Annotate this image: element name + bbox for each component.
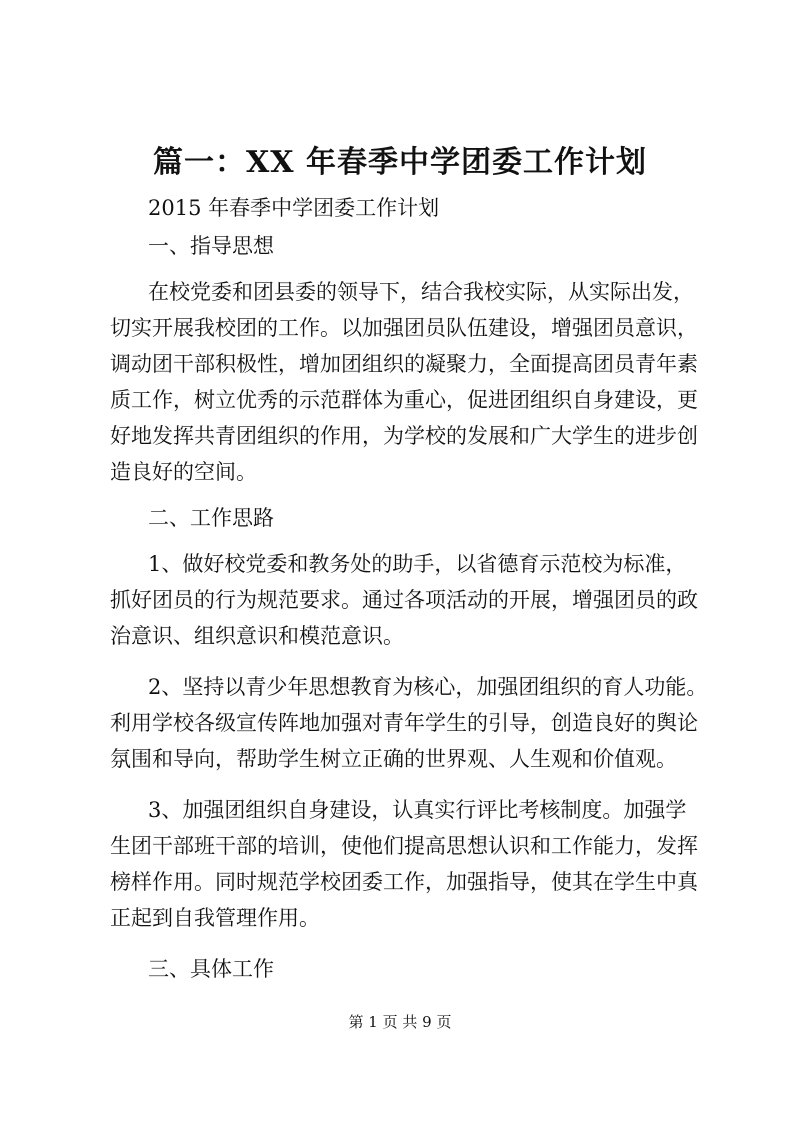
document-subtitle: 2015 年春季中学团委工作计划	[148, 196, 440, 220]
paragraph-item-2	[110, 669, 710, 777]
paragraph-item-3	[110, 792, 710, 936]
page-footer	[0, 1010, 800, 1034]
paragraph-line: 好地发挥共青团组织的作用，为学校的发展和广大学生的进步创	[110, 424, 698, 448]
paragraph-guiding-ideology	[110, 274, 710, 490]
paragraph-line: 质工作，树立优秀的示范群体为重心，促进团组织自身建设，更	[110, 388, 698, 412]
paragraph-line: 1、做好校党委和教务处的助手，以省德育示范校为标准，	[148, 552, 687, 576]
section-heading-specific-work: 三、具体工作	[148, 957, 274, 981]
paragraph-line: 治意识、组织意识和模范意识。	[110, 624, 404, 648]
paragraph-line: 抓好团员的行为规范要求。通过各项活动的开展，增强团员的政	[110, 588, 698, 612]
paragraph-line: 氛围和导向，帮助学生树立正确的世界观、人生观和价值观。	[110, 747, 677, 771]
paragraph-line: 在校党委和团县委的领导下，结合我校实际，从实际出发，	[148, 280, 694, 304]
paragraph-line: 2、坚持以青少年思想教育为核心，加强团组织的育人功能。	[148, 675, 708, 699]
paragraph-line: 3、加强团组织自身建设，认真实行评比考核制度。加强学	[148, 798, 687, 822]
paragraph-item-1	[110, 546, 710, 654]
paragraph-line: 造良好的空间。	[110, 460, 257, 484]
paragraph-line: 切实开展我校团的工作。以加强团员队伍建设，增强团员意识，	[110, 316, 698, 340]
paragraph-line: 调动团干部积极性，增加团组织的凝聚力，全面提高团员青年素	[110, 352, 698, 376]
section-heading-guiding-ideology: 一、指导思想	[148, 234, 274, 258]
paragraph-line: 正起到自我管理作用。	[110, 906, 320, 930]
paragraph-line: 生团干部班干部的培训，使他们提高思想认识和工作能力，发挥	[110, 834, 698, 858]
document-title: 篇一：XX 年春季中学团委工作计划	[153, 145, 647, 180]
document-body	[110, 228, 710, 987]
page-number-label: 第 1 页 共 9 页	[348, 1013, 452, 1031]
section-heading-work-approach: 二、工作思路	[148, 506, 274, 530]
paragraph-line: 榜样作用。同时规范学校团委工作，加强指导，使其在学生中真	[110, 870, 698, 894]
paragraph-line: 利用学校各级宣传阵地加强对青年学生的引导，创造良好的舆论	[110, 711, 698, 735]
